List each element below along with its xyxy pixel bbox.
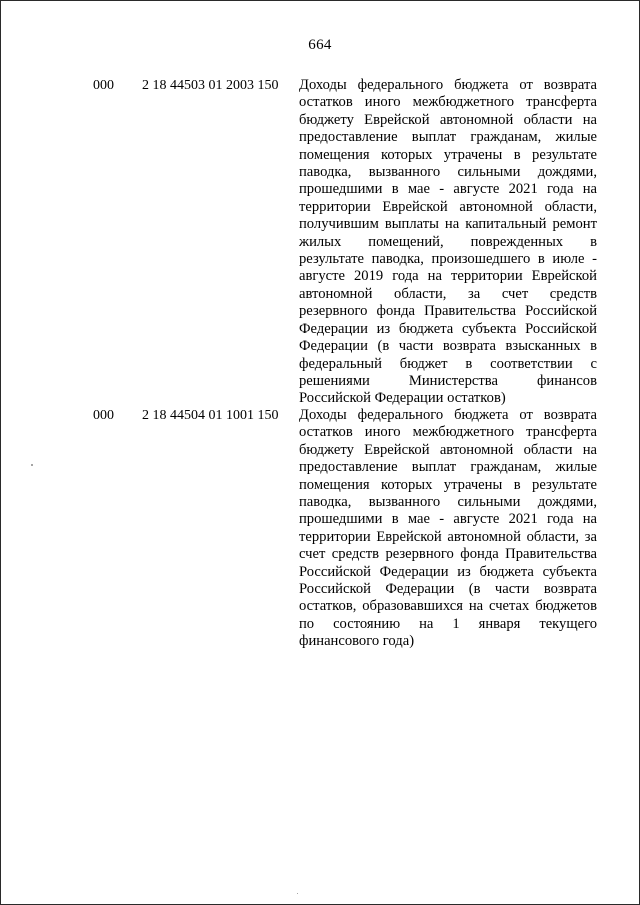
description-line: остатков иного межбюджетного трансферта — [299, 424, 597, 441]
description-line: бюджету Еврейской автономной области на — [299, 111, 597, 128]
description-line: жилых помещений, поврежденных в — [299, 233, 597, 250]
description-line: Федерации (в части возврата взысканных в — [299, 338, 597, 355]
income-description — [299, 77, 597, 408]
description-line: счет средств резервного фонда Правительства — [299, 546, 597, 563]
description-line: решениями Министерства финансов — [299, 372, 597, 389]
description-line: прошедшими в мае - августе 2021 года на — [299, 511, 597, 528]
description-line: Российской Федерации остатков) — [299, 390, 506, 407]
scan-speck — [297, 893, 298, 894]
description-line: помещения которых утрачены в результате — [299, 476, 597, 493]
description-line: предоставление выплат гражданам, жилые — [299, 459, 597, 476]
income-description — [299, 407, 597, 651]
description-line: автономной области, за счет средств — [299, 285, 597, 302]
page-number: 664 — [308, 37, 332, 53]
description-line: федеральный бюджет в соответствии с — [299, 355, 597, 372]
description-line: остатков иного межбюджетного трансферта — [299, 94, 597, 111]
description-line: получившим выплаты на капитальный ремонт — [299, 216, 597, 233]
scan-speck — [31, 464, 33, 466]
description-line: бюджету Еврейской автономной области на — [299, 441, 597, 458]
description-line: Федерации из бюджета субъекта Российской — [299, 320, 597, 337]
description-line: прошедшими в мае - августе 2021 года на — [299, 181, 597, 198]
description-line: Доходы федерального бюджета от возврата — [299, 77, 597, 93]
description-line: остатков, образовавшихся на счетах бюджетов — [299, 598, 597, 615]
description-line: резервного фонда Правительства Российской — [299, 303, 597, 320]
description-line: финансового года) — [299, 633, 415, 650]
budget-classification-code: 2 18 44504 01 1001 150 — [142, 408, 279, 423]
admin-code: 000 — [93, 408, 114, 423]
description-line: Российской Федерации из бюджета субъекта — [299, 563, 597, 580]
admin-code: 000 — [93, 78, 114, 93]
description-line: территории Еврейской автономной области, — [299, 198, 597, 215]
description-line: предоставление выплат гражданам, жилые — [299, 129, 597, 146]
description-line: Доходы федерального бюджета от возврата — [299, 407, 597, 423]
description-line: паводка, вызванного сильными дождями, — [299, 494, 597, 511]
description-line: по состоянию на 1 января текущего — [299, 615, 597, 632]
description-line: результате паводка, произошедшего в июле - — [299, 251, 597, 268]
description-line: Российской Федерации (в части возврата — [299, 581, 597, 598]
budget-classification-code: 2 18 44503 01 2003 150 — [142, 78, 279, 93]
description-line: августе 2019 года на территории Еврейской — [299, 268, 597, 285]
description-line: паводка, вызванного сильными дождями, — [299, 164, 597, 181]
description-line: территории Еврейской автономной области, за — [299, 528, 597, 545]
description-line: помещения которых утрачены в результате — [299, 146, 597, 163]
